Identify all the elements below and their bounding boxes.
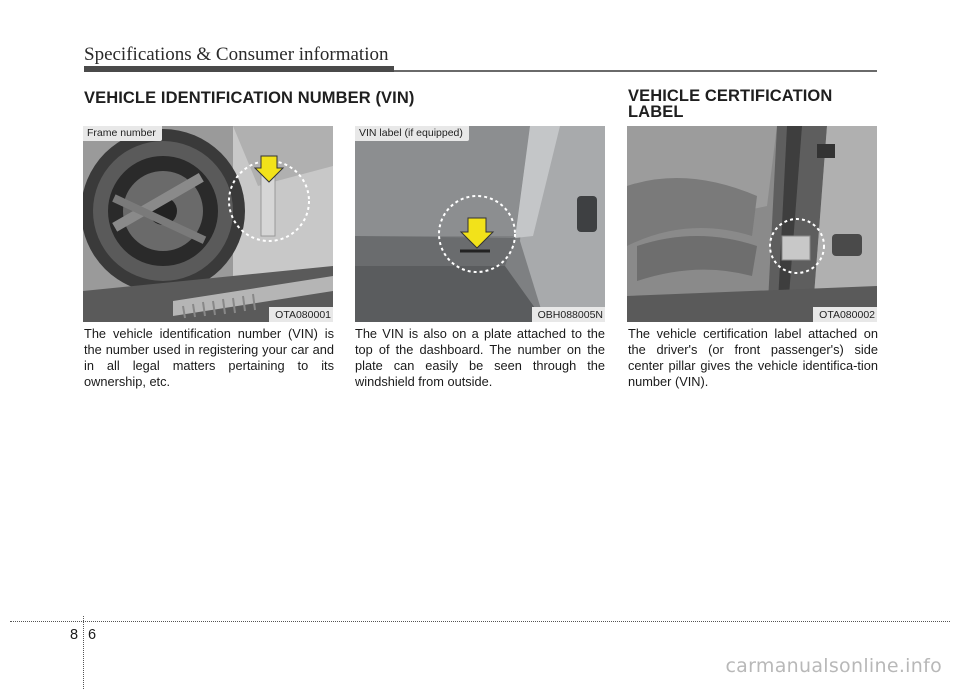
trunk-illustration (83, 126, 333, 322)
figure-center-pillar (627, 126, 877, 322)
cert-section-title-line1: VEHICLE CERTIFICATION (628, 87, 833, 105)
footer-rule (10, 621, 950, 623)
figure-label-frame-number: Frame number (83, 126, 162, 141)
dashboard-paragraph: The VIN is also on a plate attached to the top of the dashboard. The number on the plate can easily be seen through the windshield from outside. (355, 326, 605, 389)
dashboard-illustration (355, 126, 605, 322)
header-rule (394, 70, 877, 72)
vin-section-title: VEHICLE IDENTIFICATION NUMBER (VIN) (84, 89, 415, 107)
header-title: Specifications & Consumer information (84, 44, 389, 65)
figure-dashboard-vin-label (355, 126, 605, 322)
pillar-illustration (627, 126, 877, 322)
figure-trunk-frame-number (83, 126, 333, 322)
cert-section-title-line2: LABEL (628, 103, 684, 121)
page-number: 6 (88, 627, 97, 643)
footer-divider (83, 616, 85, 689)
figure-code: OBH088005N (532, 307, 605, 322)
vin-paragraph: The vehicle identification number (VIN) is the number used in registering your car and in all legal matters pertaining to its ownership, etc. (84, 326, 334, 389)
cert-paragraph: The vehicle certification label attached on the driver's (or front passenger's) side center pillar gives the vehicle identifica-tion number (VIN). (628, 326, 878, 389)
figure-code: OTA080001 (269, 307, 333, 322)
header-bar (84, 66, 394, 72)
figure-code: OTA080002 (813, 307, 877, 322)
watermark: carmanualsonline.info (725, 655, 942, 677)
chapter-number: 8 (70, 627, 79, 643)
figure-label-vin-label: VIN label (if equipped) (355, 126, 469, 141)
